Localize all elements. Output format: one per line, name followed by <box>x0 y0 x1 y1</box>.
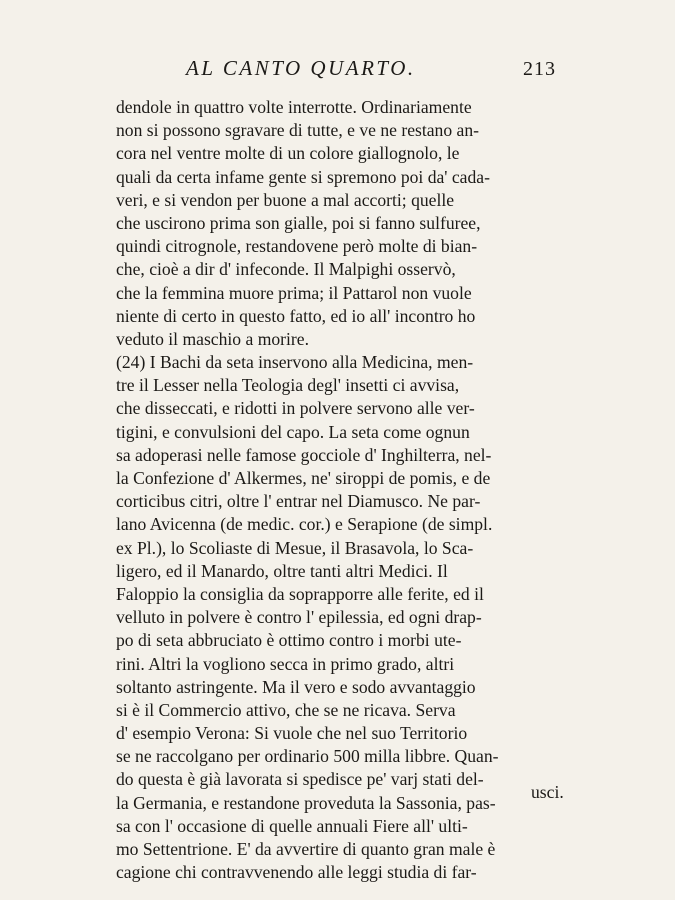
text-line: rini. Altri la vogliono secca in primo grado, altri <box>116 653 455 674</box>
text-line: sa con l' occasione di quelle annuali Fiere all' ulti- <box>116 815 468 836</box>
text-line: ex Pl.), lo Scoliaste di Mesue, il Brasavola, lo Sca- <box>116 537 474 558</box>
text-line: che uscirono prima son gialle, poi si fanno sulfuree, <box>116 212 481 233</box>
running-title: AL CANTO QUARTO. <box>186 56 416 80</box>
text-line: corticibus citri, oltre l' entrar nel Diamusco. Ne par- <box>116 491 481 512</box>
text-line: la Confezione d' Alkermes, ne' siroppi de pomis, e de <box>116 468 491 488</box>
text-line: veri, e si vendon per buone a mal accorti; quelle <box>116 189 455 210</box>
text-line: soltanto astringente. Ma il vero e sodo avvantaggio <box>116 676 476 697</box>
text-line: sa adoperasi nelle famose gocciole d' Inghilterra, nel- <box>116 444 492 465</box>
text-line: tre il Lesser nella Teologia degl' insetti ci avvisa, <box>116 375 460 396</box>
page-number: 213 <box>523 58 556 80</box>
text-line: (24) I Bachi da seta inservono alla Medicina, men- <box>116 352 474 373</box>
text-line: cagione chi contravvenendo alle leggi studia di far- <box>116 862 477 883</box>
text-line: dendole in quattro volte interrotte. Ordinariamente <box>116 97 472 117</box>
text-line: do questa è già lavorata si spedisce pe' varj stati del- <box>116 769 484 790</box>
text-line: niente di certo in questo fatto, ed io all' incontro ho <box>116 305 476 326</box>
text-line: veduto il maschio a morire. <box>116 328 309 349</box>
text-line: Faloppio la consiglia da soprapporre alle ferite, ed il <box>116 583 484 604</box>
text-line: velluto in polvere è contro l' epilessia, ed ogni drap- <box>116 607 482 628</box>
text-line: lano Avicenna (de medic. cor.) e Serapione (de simpl. <box>116 514 493 535</box>
text-line: quindi citrognole, restandovene però molte di bian- <box>116 236 478 257</box>
text-line: che la femmina muore prima; il Pattarol non vuole <box>116 282 472 303</box>
catchword: usci. <box>531 782 564 802</box>
text-line: po di seta abbruciato è ottimo contro i morbi ute- <box>116 630 462 651</box>
text-line: che, cioè a dir d' infeconde. Il Malpighi osservò, <box>116 259 456 280</box>
text-line: tigini, e convulsioni del capo. La seta come ognun <box>116 421 470 442</box>
text-line: la Germania, e restandone proveduta la Sassonia, pas- <box>116 792 496 813</box>
text-line: non si possono sgravare di tutte, e ve ne restano an- <box>116 120 480 141</box>
text-line: se ne raccolgano per ordinario 500 milla libbre. Quan- <box>116 746 499 767</box>
text-line: che disseccati, e ridotti in polvere servono alle ver- <box>116 398 475 419</box>
text-line: mo Settentrione. E' da avvertire di quanto gran male è <box>116 839 496 859</box>
text-line: si è il Commercio attivo, che se ne ricava. Serva <box>116 699 456 720</box>
text-line: d' esempio Verona: Si vuole che nel suo Territorio <box>116 723 468 744</box>
text-line: cora nel ventre molte di un colore giallognolo, le <box>116 143 460 164</box>
body-text <box>116 96 568 884</box>
text-line: ligero, ed il Manardo, oltre tanti altri Medici. Il <box>116 560 448 581</box>
text-line: quali da certa infame gente si spremono poi da' cada- <box>116 166 490 187</box>
